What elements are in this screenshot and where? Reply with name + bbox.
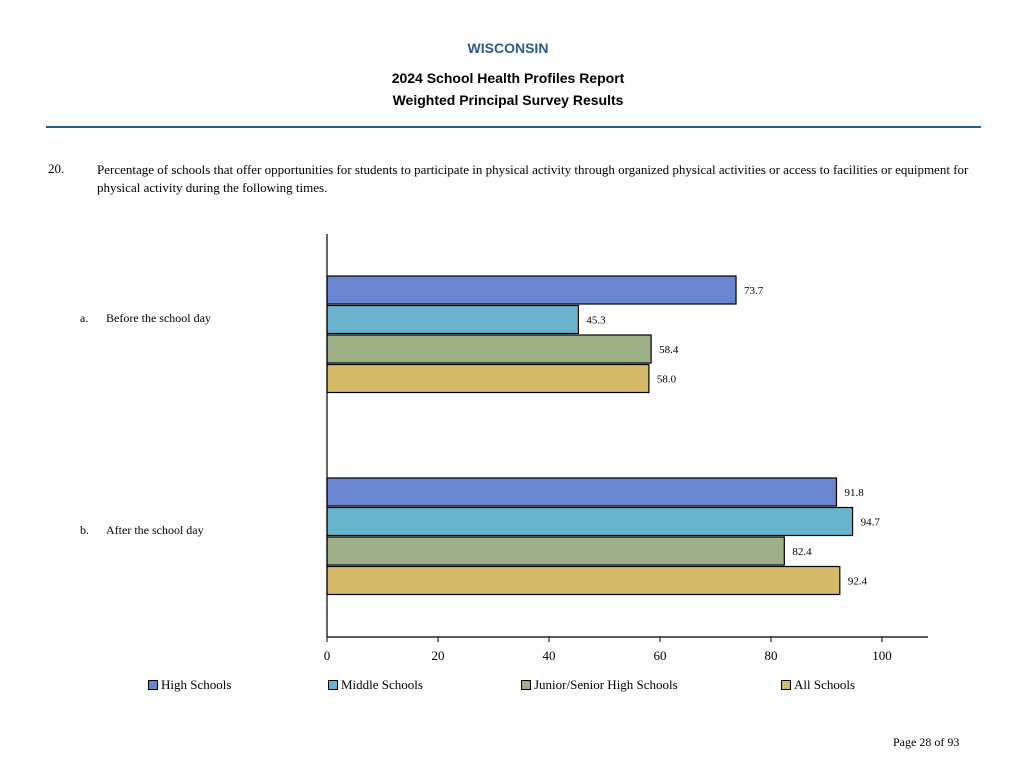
legend-label-all-schools: All Schools	[794, 677, 856, 692]
category-letter-a: a.	[80, 311, 89, 325]
question-text: Percentage of schools that offer opportunities for students to participate in physical activity through organized physical activities or access to facilities or equipment for physical activity during the following times.	[97, 162, 969, 195]
legend-middle-schools	[328, 677, 423, 693]
legend-label-middle-schools: Middle Schools	[341, 677, 423, 692]
x-tick-label-40: 40	[542, 648, 556, 663]
data-label-junior-senior-high-schools-1: 58.4	[659, 344, 679, 356]
legend-all-schools	[781, 677, 855, 693]
question-number: 20.	[48, 161, 65, 176]
data-label-middle-schools-2: 94.7	[860, 516, 880, 529]
bar-high-schools-2	[327, 478, 836, 506]
report-title: 2024 School Health Profiles Report	[391, 70, 625, 86]
report-subtitle: Weighted Principal Survey Results	[392, 92, 624, 108]
bar-junior-senior-high-schools-2	[327, 537, 784, 565]
data-label-middle-schools-1: 45.3	[586, 314, 606, 327]
category-letter-b: b.	[80, 523, 89, 537]
x-tick-label-60: 60	[653, 648, 667, 663]
page-number: Page 28 of 93	[893, 735, 960, 749]
legend-swatch-middle-schools	[328, 680, 338, 690]
legend-swatch-junior-senior	[521, 680, 531, 690]
x-tick-label-100: 100	[872, 648, 892, 663]
x-tick-label-0: 0	[323, 648, 331, 663]
state-name: WISCONSIN	[467, 40, 549, 56]
legend-label-high-schools: High Schools	[161, 677, 232, 692]
legend-high-schools	[148, 677, 231, 693]
legend-swatch-high-schools	[148, 680, 158, 690]
bar-middle-schools-2	[327, 508, 853, 536]
bar-middle-schools-1	[327, 306, 578, 334]
bar-all-schools-2	[327, 567, 840, 595]
category-label-before: Before the school day	[106, 311, 211, 325]
legend-label-junior-senior: Junior/Senior High Schools	[534, 677, 678, 692]
data-label-junior-senior-high-schools-2: 82.4	[792, 546, 812, 558]
bar-high-schools-1	[327, 276, 736, 304]
bar-junior-senior-high-schools-1	[327, 335, 651, 363]
data-label-all-schools-2: 92.4	[847, 575, 868, 588]
data-label-high-schools-1: 73.7	[744, 285, 764, 297]
x-tick-label-20: 20	[431, 648, 445, 663]
data-label-all-schools-1: 58.0	[656, 373, 677, 386]
x-tick-label-80: 80	[764, 648, 778, 663]
category-label-after: After the school day	[106, 523, 204, 537]
bar-all-schools-1	[327, 365, 649, 393]
data-label-high-schools-2: 91.8	[844, 487, 864, 499]
legend-swatch-all-schools	[781, 680, 791, 690]
legend-junior-senior	[521, 677, 678, 693]
